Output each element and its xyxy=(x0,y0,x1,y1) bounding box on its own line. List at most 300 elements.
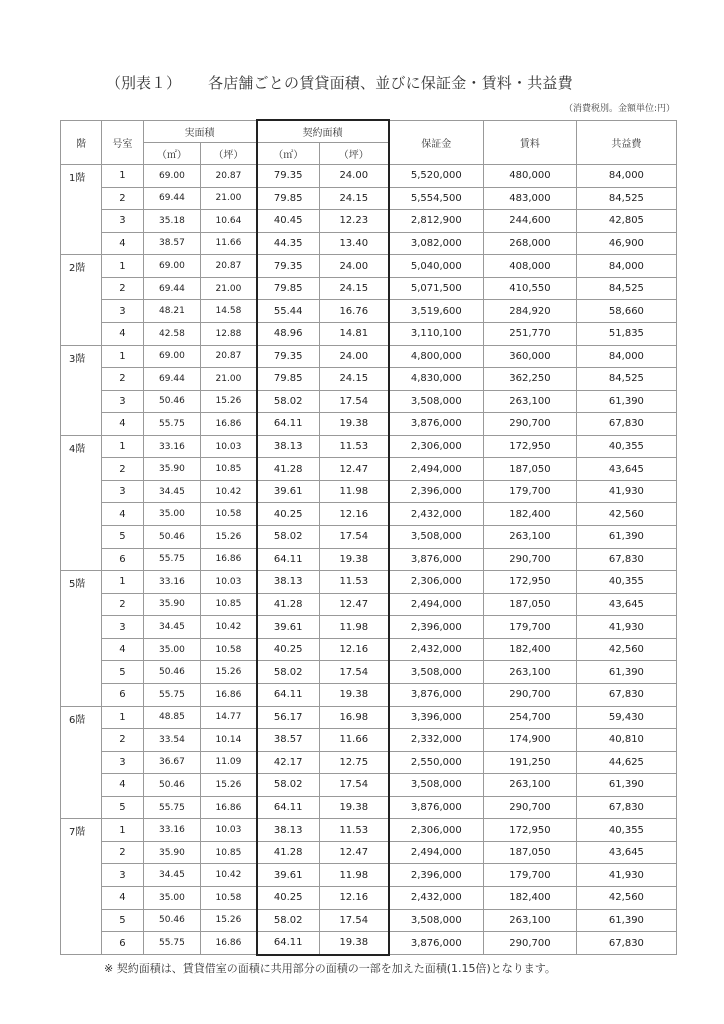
cell-contract-tsubo: 19.38 xyxy=(319,796,388,819)
page-title: 各店舗ごとの賃貸面積、並びに保証金・賃料・共益費 xyxy=(208,74,573,92)
cell-deposit: 3,110,100 xyxy=(389,322,484,345)
table-row xyxy=(61,232,677,255)
table-row xyxy=(61,255,677,278)
cell-rent: 263,100 xyxy=(484,774,577,797)
cell-deposit: 4,800,000 xyxy=(389,345,484,368)
cell-actual-sqm: 33.16 xyxy=(143,571,201,594)
cell-contract-tsubo: 12.47 xyxy=(319,841,388,864)
cell-rent: 263,100 xyxy=(484,661,577,684)
cell-rent: 290,700 xyxy=(484,548,577,571)
cell-actual-sqm: 48.85 xyxy=(143,706,201,729)
cell-contract-tsubo: 19.38 xyxy=(319,413,388,436)
table-row xyxy=(61,729,677,752)
cell-actual-sqm: 35.90 xyxy=(143,593,201,616)
cell-rent: 290,700 xyxy=(484,413,577,436)
cell-deposit: 2,432,000 xyxy=(389,887,484,910)
cell-deposit: 5,554,500 xyxy=(389,187,484,210)
cell-actual-sqm: 55.75 xyxy=(143,548,201,571)
cell-contract-sqm: 38.13 xyxy=(257,819,320,842)
cell-room: 1 xyxy=(102,706,143,729)
cell-actual-sqm: 55.75 xyxy=(143,683,201,706)
cell-contract-tsubo: 11.98 xyxy=(319,480,388,503)
cell-actual-sqm: 69.44 xyxy=(143,277,201,300)
cell-actual-sqm: 35.90 xyxy=(143,458,201,481)
header-actual-tsubo: （坪） xyxy=(201,143,257,165)
cell-contract-sqm: 41.28 xyxy=(257,593,320,616)
floor-label: 3階 xyxy=(61,345,102,435)
header-common-fee: 共益費 xyxy=(576,120,676,165)
cell-actual-tsubo: 14.77 xyxy=(201,706,257,729)
cell-contract-tsubo: 11.98 xyxy=(319,864,388,887)
cell-rent: 172,950 xyxy=(484,819,577,842)
cell-actual-tsubo: 11.09 xyxy=(201,751,257,774)
cell-rent: 284,920 xyxy=(484,300,577,323)
cell-contract-sqm: 79.85 xyxy=(257,187,320,210)
cell-rent: 179,700 xyxy=(484,480,577,503)
cell-actual-sqm: 35.00 xyxy=(143,503,201,526)
floor-label: 5階 xyxy=(61,571,102,706)
cell-room: 4 xyxy=(102,887,143,910)
table-row xyxy=(61,187,677,210)
cell-actual-sqm: 69.44 xyxy=(143,187,201,210)
cell-room: 2 xyxy=(102,368,143,391)
cell-actual-tsubo: 21.00 xyxy=(201,187,257,210)
cell-actual-tsubo: 10.42 xyxy=(201,864,257,887)
cell-actual-tsubo: 10.85 xyxy=(201,593,257,616)
cell-common-fee: 43,645 xyxy=(576,458,676,481)
cell-actual-sqm: 33.16 xyxy=(143,819,201,842)
cell-rent: 182,400 xyxy=(484,887,577,910)
unit-note: （消費税別。金額単位:円） xyxy=(563,104,675,114)
cell-deposit: 3,508,000 xyxy=(389,909,484,932)
cell-actual-sqm: 34.45 xyxy=(143,616,201,639)
cell-actual-sqm: 50.46 xyxy=(143,909,201,932)
cell-common-fee: 84,525 xyxy=(576,277,676,300)
table-row xyxy=(61,571,677,594)
table-row xyxy=(61,322,677,345)
cell-common-fee: 84,000 xyxy=(576,255,676,278)
table-row xyxy=(61,841,677,864)
cell-common-fee: 61,390 xyxy=(576,661,676,684)
cell-contract-tsubo: 17.54 xyxy=(319,390,388,413)
cell-actual-sqm: 55.75 xyxy=(143,796,201,819)
cell-contract-sqm: 42.17 xyxy=(257,751,320,774)
cell-room: 4 xyxy=(102,774,143,797)
cell-rent: 179,700 xyxy=(484,864,577,887)
cell-contract-tsubo: 12.47 xyxy=(319,458,388,481)
cell-contract-sqm: 64.11 xyxy=(257,413,320,436)
cell-contract-sqm: 56.17 xyxy=(257,706,320,729)
cell-contract-tsubo: 19.38 xyxy=(319,548,388,571)
cell-rent: 172,950 xyxy=(484,435,577,458)
cell-common-fee: 84,525 xyxy=(576,368,676,391)
cell-contract-tsubo: 24.00 xyxy=(319,165,388,188)
cell-room: 4 xyxy=(102,638,143,661)
floor-label: 1階 xyxy=(61,165,102,255)
cell-rent: 182,400 xyxy=(484,503,577,526)
cell-common-fee: 43,645 xyxy=(576,593,676,616)
cell-contract-tsubo: 17.54 xyxy=(319,774,388,797)
cell-actual-sqm: 35.18 xyxy=(143,210,201,233)
cell-rent: 263,100 xyxy=(484,526,577,549)
cell-rent: 290,700 xyxy=(484,932,577,955)
cell-actual-tsubo: 15.26 xyxy=(201,909,257,932)
cell-actual-sqm: 35.90 xyxy=(143,841,201,864)
floor-label: 7階 xyxy=(61,819,102,955)
cell-rent: 187,050 xyxy=(484,593,577,616)
cell-deposit: 2,432,000 xyxy=(389,638,484,661)
table-row xyxy=(61,503,677,526)
cell-actual-tsubo: 15.26 xyxy=(201,661,257,684)
cell-deposit: 2,306,000 xyxy=(389,435,484,458)
table-row xyxy=(61,368,677,391)
cell-contract-sqm: 55.44 xyxy=(257,300,320,323)
cell-actual-tsubo: 10.03 xyxy=(201,435,257,458)
cell-contract-sqm: 79.85 xyxy=(257,368,320,391)
cell-rent: 408,000 xyxy=(484,255,577,278)
cell-rent: 187,050 xyxy=(484,841,577,864)
cell-room: 2 xyxy=(102,729,143,752)
cell-room: 2 xyxy=(102,458,143,481)
cell-contract-sqm: 40.25 xyxy=(257,503,320,526)
cell-deposit: 4,830,000 xyxy=(389,368,484,391)
floor-label: 2階 xyxy=(61,255,102,345)
cell-contract-sqm: 38.13 xyxy=(257,435,320,458)
cell-rent: 191,250 xyxy=(484,751,577,774)
cell-deposit: 3,876,000 xyxy=(389,413,484,436)
cell-contract-sqm: 58.02 xyxy=(257,526,320,549)
table-row xyxy=(61,345,677,368)
cell-room: 3 xyxy=(102,480,143,503)
footnote: ※ 契約面積は、賃貸借室の面積に共用部分の面積の一部を加えた面積(1.15倍)となります。 xyxy=(104,962,556,975)
cell-actual-sqm: 50.46 xyxy=(143,661,201,684)
cell-contract-sqm: 64.11 xyxy=(257,683,320,706)
cell-deposit: 3,519,600 xyxy=(389,300,484,323)
cell-deposit: 2,306,000 xyxy=(389,571,484,594)
cell-deposit: 2,332,000 xyxy=(389,729,484,752)
cell-room: 4 xyxy=(102,232,143,255)
cell-rent: 263,100 xyxy=(484,909,577,932)
cell-actual-tsubo: 20.87 xyxy=(201,165,257,188)
cell-contract-tsubo: 11.98 xyxy=(319,616,388,639)
cell-common-fee: 42,560 xyxy=(576,638,676,661)
cell-room: 1 xyxy=(102,435,143,458)
cell-contract-sqm: 79.35 xyxy=(257,345,320,368)
cell-common-fee: 61,390 xyxy=(576,909,676,932)
cell-deposit: 2,306,000 xyxy=(389,819,484,842)
cell-contract-sqm: 40.45 xyxy=(257,210,320,233)
cell-actual-sqm: 69.00 xyxy=(143,255,201,278)
cell-contract-tsubo: 24.15 xyxy=(319,368,388,391)
cell-contract-tsubo: 12.16 xyxy=(319,638,388,661)
cell-rent: 254,700 xyxy=(484,706,577,729)
cell-contract-sqm: 64.11 xyxy=(257,796,320,819)
cell-room: 4 xyxy=(102,322,143,345)
cell-common-fee: 43,645 xyxy=(576,841,676,864)
table-row xyxy=(61,932,677,955)
cell-actual-tsubo: 16.86 xyxy=(201,683,257,706)
header-rent: 賃料 xyxy=(484,120,577,165)
cell-actual-tsubo: 10.42 xyxy=(201,616,257,639)
table-row xyxy=(61,277,677,300)
cell-common-fee: 61,390 xyxy=(576,774,676,797)
cell-contract-sqm: 64.11 xyxy=(257,932,320,955)
cell-room: 5 xyxy=(102,909,143,932)
cell-deposit: 3,508,000 xyxy=(389,661,484,684)
cell-contract-tsubo: 14.81 xyxy=(319,322,388,345)
cell-common-fee: 51,835 xyxy=(576,322,676,345)
table-row xyxy=(61,300,677,323)
cell-actual-tsubo: 15.26 xyxy=(201,390,257,413)
cell-room: 1 xyxy=(102,255,143,278)
cell-room: 3 xyxy=(102,300,143,323)
cell-common-fee: 44,625 xyxy=(576,751,676,774)
table-row xyxy=(61,638,677,661)
cell-actual-tsubo: 16.86 xyxy=(201,796,257,819)
cell-contract-tsubo: 12.23 xyxy=(319,210,388,233)
cell-rent: 187,050 xyxy=(484,458,577,481)
cell-contract-sqm: 64.11 xyxy=(257,548,320,571)
cell-rent: 410,550 xyxy=(484,277,577,300)
cell-common-fee: 61,390 xyxy=(576,390,676,413)
cell-contract-tsubo: 16.98 xyxy=(319,706,388,729)
cell-actual-tsubo: 15.26 xyxy=(201,526,257,549)
cell-room: 1 xyxy=(102,165,143,188)
cell-room: 2 xyxy=(102,841,143,864)
cell-deposit: 2,550,000 xyxy=(389,751,484,774)
cell-room: 4 xyxy=(102,413,143,436)
cell-deposit: 2,494,000 xyxy=(389,841,484,864)
cell-room: 6 xyxy=(102,548,143,571)
cell-actual-tsubo: 21.00 xyxy=(201,277,257,300)
table-row xyxy=(61,480,677,503)
table-row xyxy=(61,210,677,233)
table-row xyxy=(61,435,677,458)
cell-common-fee: 42,560 xyxy=(576,887,676,910)
cell-rent: 268,000 xyxy=(484,232,577,255)
cell-deposit: 3,876,000 xyxy=(389,683,484,706)
cell-room: 5 xyxy=(102,526,143,549)
cell-actual-sqm: 55.75 xyxy=(143,413,201,436)
cell-actual-sqm: 35.00 xyxy=(143,638,201,661)
table-body xyxy=(61,165,677,955)
cell-actual-tsubo: 10.14 xyxy=(201,729,257,752)
cell-rent: 362,250 xyxy=(484,368,577,391)
cell-actual-sqm: 69.44 xyxy=(143,368,201,391)
cell-actual-sqm: 34.45 xyxy=(143,480,201,503)
cell-rent: 483,000 xyxy=(484,187,577,210)
cell-actual-tsubo: 12.88 xyxy=(201,322,257,345)
cell-common-fee: 58,660 xyxy=(576,300,676,323)
table-row xyxy=(61,390,677,413)
table-row xyxy=(61,774,677,797)
cell-deposit: 3,508,000 xyxy=(389,774,484,797)
cell-actual-sqm: 42.58 xyxy=(143,322,201,345)
cell-contract-tsubo: 17.54 xyxy=(319,661,388,684)
cell-actual-sqm: 35.00 xyxy=(143,887,201,910)
cell-room: 3 xyxy=(102,864,143,887)
cell-deposit: 3,876,000 xyxy=(389,548,484,571)
cell-rent: 244,600 xyxy=(484,210,577,233)
cell-deposit: 2,396,000 xyxy=(389,480,484,503)
header-actual-sqm: （㎡） xyxy=(143,143,201,165)
rent-table xyxy=(60,119,677,956)
cell-actual-sqm: 50.46 xyxy=(143,526,201,549)
cell-contract-sqm: 41.28 xyxy=(257,841,320,864)
cell-actual-tsubo: 11.66 xyxy=(201,232,257,255)
cell-contract-sqm: 40.25 xyxy=(257,887,320,910)
cell-deposit: 3,876,000 xyxy=(389,796,484,819)
cell-common-fee: 42,805 xyxy=(576,210,676,233)
cell-contract-tsubo: 12.16 xyxy=(319,887,388,910)
cell-common-fee: 67,830 xyxy=(576,796,676,819)
cell-common-fee: 40,355 xyxy=(576,571,676,594)
cell-rent: 290,700 xyxy=(484,683,577,706)
table-row xyxy=(61,661,677,684)
cell-contract-sqm: 39.61 xyxy=(257,480,320,503)
cell-deposit: 2,494,000 xyxy=(389,593,484,616)
cell-common-fee: 40,810 xyxy=(576,729,676,752)
cell-actual-tsubo: 16.86 xyxy=(201,932,257,955)
cell-contract-tsubo: 19.38 xyxy=(319,683,388,706)
cell-common-fee: 42,560 xyxy=(576,503,676,526)
table-row xyxy=(61,413,677,436)
cell-deposit: 5,520,000 xyxy=(389,165,484,188)
cell-actual-tsubo: 16.86 xyxy=(201,413,257,436)
cell-common-fee: 84,525 xyxy=(576,187,676,210)
cell-rent: 360,000 xyxy=(484,345,577,368)
header-floor: 階 xyxy=(61,120,102,165)
cell-common-fee: 67,830 xyxy=(576,683,676,706)
cell-room: 6 xyxy=(102,683,143,706)
cell-contract-sqm: 79.35 xyxy=(257,165,320,188)
cell-common-fee: 40,355 xyxy=(576,435,676,458)
cell-deposit: 3,876,000 xyxy=(389,932,484,955)
table-row xyxy=(61,909,677,932)
cell-common-fee: 67,830 xyxy=(576,413,676,436)
cell-actual-sqm: 69.00 xyxy=(143,165,201,188)
table-row xyxy=(61,751,677,774)
cell-room: 3 xyxy=(102,390,143,413)
cell-actual-tsubo: 10.85 xyxy=(201,841,257,864)
cell-common-fee: 67,830 xyxy=(576,548,676,571)
cell-common-fee: 46,900 xyxy=(576,232,676,255)
cell-contract-tsubo: 17.54 xyxy=(319,526,388,549)
cell-actual-tsubo: 10.58 xyxy=(201,887,257,910)
cell-contract-sqm: 48.96 xyxy=(257,322,320,345)
table-row xyxy=(61,593,677,616)
cell-rent: 182,400 xyxy=(484,638,577,661)
cell-contract-sqm: 41.28 xyxy=(257,458,320,481)
cell-room: 3 xyxy=(102,210,143,233)
table-row xyxy=(61,458,677,481)
cell-actual-sqm: 38.57 xyxy=(143,232,201,255)
cell-contract-sqm: 38.13 xyxy=(257,571,320,594)
cell-room: 2 xyxy=(102,277,143,300)
cell-room: 5 xyxy=(102,661,143,684)
cell-room: 1 xyxy=(102,819,143,842)
table-row xyxy=(61,165,677,188)
cell-room: 4 xyxy=(102,503,143,526)
table-row xyxy=(61,526,677,549)
cell-actual-tsubo: 20.87 xyxy=(201,255,257,278)
cell-actual-tsubo: 10.03 xyxy=(201,571,257,594)
cell-actual-sqm: 55.75 xyxy=(143,932,201,955)
cell-contract-tsubo: 12.47 xyxy=(319,593,388,616)
cell-deposit: 5,040,000 xyxy=(389,255,484,278)
cell-contract-tsubo: 24.00 xyxy=(319,345,388,368)
cell-deposit: 2,396,000 xyxy=(389,616,484,639)
cell-common-fee: 41,930 xyxy=(576,864,676,887)
table-row xyxy=(61,796,677,819)
cell-contract-tsubo: 16.76 xyxy=(319,300,388,323)
cell-actual-sqm: 34.45 xyxy=(143,864,201,887)
cell-contract-sqm: 38.57 xyxy=(257,729,320,752)
cell-actual-tsubo: 14.58 xyxy=(201,300,257,323)
cell-contract-sqm: 58.02 xyxy=(257,390,320,413)
cell-actual-sqm: 33.16 xyxy=(143,435,201,458)
cell-rent: 174,900 xyxy=(484,729,577,752)
cell-actual-sqm: 36.67 xyxy=(143,751,201,774)
cell-room: 2 xyxy=(102,593,143,616)
cell-contract-sqm: 40.25 xyxy=(257,638,320,661)
cell-contract-tsubo: 11.53 xyxy=(319,819,388,842)
cell-deposit: 2,396,000 xyxy=(389,864,484,887)
floor-label: 6階 xyxy=(61,706,102,819)
cell-common-fee: 59,430 xyxy=(576,706,676,729)
floor-label: 4階 xyxy=(61,435,102,570)
cell-rent: 480,000 xyxy=(484,165,577,188)
cell-actual-tsubo: 20.87 xyxy=(201,345,257,368)
cell-contract-sqm: 79.85 xyxy=(257,277,320,300)
cell-contract-sqm: 39.61 xyxy=(257,616,320,639)
cell-actual-tsubo: 10.64 xyxy=(201,210,257,233)
cell-room: 3 xyxy=(102,751,143,774)
cell-contract-sqm: 79.35 xyxy=(257,255,320,278)
cell-contract-sqm: 39.61 xyxy=(257,864,320,887)
table-row xyxy=(61,706,677,729)
cell-deposit: 5,071,500 xyxy=(389,277,484,300)
cell-rent: 179,700 xyxy=(484,616,577,639)
cell-contract-tsubo: 17.54 xyxy=(319,909,388,932)
cell-contract-sqm: 58.02 xyxy=(257,661,320,684)
table-row xyxy=(61,548,677,571)
cell-actual-tsubo: 10.58 xyxy=(201,503,257,526)
cell-contract-tsubo: 11.53 xyxy=(319,571,388,594)
header-actual-area: 実面積 xyxy=(143,120,256,143)
cell-common-fee: 67,830 xyxy=(576,932,676,955)
cell-actual-sqm: 69.00 xyxy=(143,345,201,368)
cell-deposit: 3,082,000 xyxy=(389,232,484,255)
cell-contract-tsubo: 19.38 xyxy=(319,932,388,955)
cell-contract-sqm: 58.02 xyxy=(257,909,320,932)
cell-actual-sqm: 50.46 xyxy=(143,390,201,413)
cell-deposit: 3,396,000 xyxy=(389,706,484,729)
header-contract-area: 契約面積 xyxy=(257,120,389,143)
cell-actual-tsubo: 16.86 xyxy=(201,548,257,571)
cell-rent: 172,950 xyxy=(484,571,577,594)
cell-room: 1 xyxy=(102,345,143,368)
cell-actual-sqm: 48.21 xyxy=(143,300,201,323)
cell-actual-tsubo: 10.85 xyxy=(201,458,257,481)
cell-rent: 290,700 xyxy=(484,796,577,819)
cell-contract-tsubo: 12.75 xyxy=(319,751,388,774)
cell-deposit: 2,432,000 xyxy=(389,503,484,526)
cell-contract-tsubo: 24.15 xyxy=(319,277,388,300)
cell-contract-sqm: 44.35 xyxy=(257,232,320,255)
table-row xyxy=(61,819,677,842)
cell-common-fee: 84,000 xyxy=(576,345,676,368)
